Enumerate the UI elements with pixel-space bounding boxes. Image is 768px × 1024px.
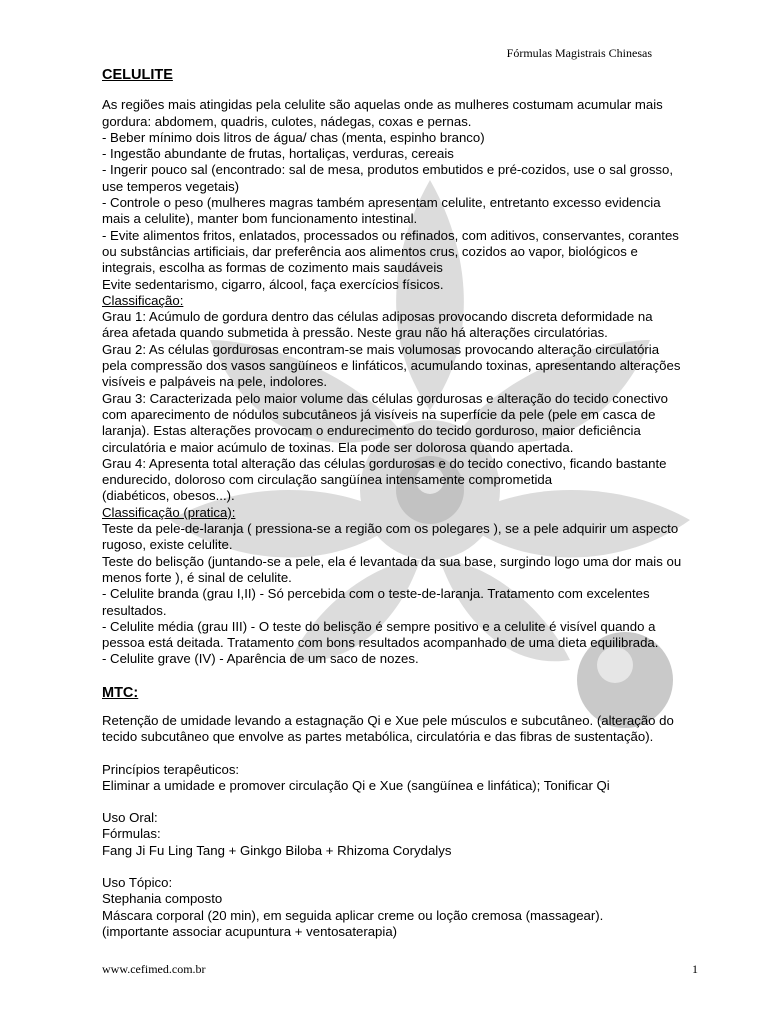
grau-item: Grau 4: Apresenta total alteração das células gordurosas e do tecido conectivo, ficando bastante endurecido, doloroso com circulação sangüínea intensamente comprometida [102, 455, 667, 488]
uso-topico-item: Stephania composto [102, 891, 223, 907]
intro-line: As regiões mais atingidas pela celulite são aquelas onde as mulheres costumam acumular mais gordura: abdomem, quadris, culotes, nádegas, coxas e pernas. [102, 97, 663, 129]
section-title-mtc: MTC: [102, 684, 139, 701]
pratica-heading: Classificação (pratica): [102, 504, 236, 520]
pratica-item: Teste da pele-de-laranja ( pressiona-se a região com os polegares ), se a pele adquirir um aspecto rugoso, existe celulite. [102, 521, 679, 553]
formulas-label: Fórmulas: [102, 826, 161, 842]
intro-line: - Evite alimentos fritos, enlatados, processados ou refinados, com aditivos, conservantes, corantes ou substâncias artificiais, dar preferência aos alimentos crus, cozidos ao vapor, biológicos e integrais, escolha as formas de cozimento mais saudáveis [102, 227, 679, 276]
principios-text: Eliminar a umidade e promover circulação Qi e Xue (sangüínea e linfática); Tonificar Qi [102, 777, 610, 793]
principios-label: Princípios terapêuticos: [102, 761, 240, 777]
document-body [102, 67, 682, 940]
uso-topico-label: Uso Tópico: [102, 875, 173, 891]
intro-line: Evite sedentarismo, cigarro, álcool, faça exercícios físicos. [102, 276, 444, 292]
intro-line: - Beber mínimo dois litros de água/ chas (menta, espinho branco) [102, 129, 485, 145]
grau-item: Grau 1: Acúmulo de gordura dentro das células adiposas provocando discreta deformidade na área afetada quando submetida à pressão. Neste grau não há alterações circulatórias. [102, 309, 653, 341]
pratica-item: Teste do belisção (juntando-se a pele, ela é levantada da sua base, surgindo logo uma dor mais ou menos forte ), é sinal de celulite. [102, 553, 682, 585]
intro-line: - Ingerir pouco sal (encontrado: sal de mesa, produtos embutidos e pré-cozidos, use o sal grosso, use temperos vegetais) [102, 162, 674, 194]
intro-line: - Ingestão abundante de frutas, hortaliças, verduras, cereais [102, 146, 454, 162]
pratica-item: - Celulite grave (IV) - Aparência de um saco de nozes. [102, 651, 419, 667]
page-number: 1 [692, 962, 698, 976]
uso-topico-item: Máscara corporal (20 min), em seguida aplicar creme ou loção cremosa (massagear). [102, 907, 604, 923]
footer-website: www.cefimed.com.br [102, 962, 206, 976]
section-title-celulite: CELULITE [102, 67, 173, 83]
uso-topico-item: (importante associar acupuntura + ventosaterapia) [102, 923, 398, 939]
uso-oral-label: Uso Oral: [102, 810, 158, 826]
grau-item: (diabéticos, obesos...). [102, 488, 235, 504]
pratica-item: - Celulite branda (grau I,II) - Só percebida com o teste-de-laranja. Tratamento com excelentes resultados. [102, 586, 650, 618]
pratica-item: - Celulite média (grau III) - O teste do belisção é sempre positivo e a celulite é visível quando a pessoa está deitada. Tratamento com bons resultados acompanhado de uma dieta equilibrada. [102, 618, 659, 651]
formulas-text: Fang Ji Fu Ling Tang + Ginkgo Biloba + Rhizoma Corydalys [102, 842, 452, 858]
grau-item: Grau 2: As células gordurosas encontram-se mais volumosas provocando alteração circulatória pela compressão dos vasos sangüíneos e linfáticos, acumulando toxinas, apresentando alterações visíveis e palpáveis na pele, indolores. [102, 341, 681, 390]
intro-line: - Controle o peso (mulheres magras também apresentam celulite, entretanto excesso evidencia mais a celulite), manter bom funcionamento intestinal. [102, 195, 661, 227]
mtc-description: Retenção de umidade levando a estagnação Qi e Xue pele músculos e subcutâneo. (alteração do tecido subcutâneo que envolve as partes metabólica, circulatória e das fibras de sustentação). [102, 712, 674, 745]
classificacao-heading: Classificação: [102, 292, 184, 308]
grau-item: Grau 3: Caracterizada pelo maior volume das células gordurosas e alteração do tecido conectivo com aparecimento de nódulos subcutâneos já visíveis na superfície da pele (pele em casca de laranja). Estas alterações provocam o endurecimento do tecido gorduroso, maior deficiência circulatória e maior acúmulo de toxinas. Ela pode ser dolorosa quando apertada. [102, 390, 668, 455]
running-header: Fórmulas Magistrais Chinesas [506, 46, 652, 60]
